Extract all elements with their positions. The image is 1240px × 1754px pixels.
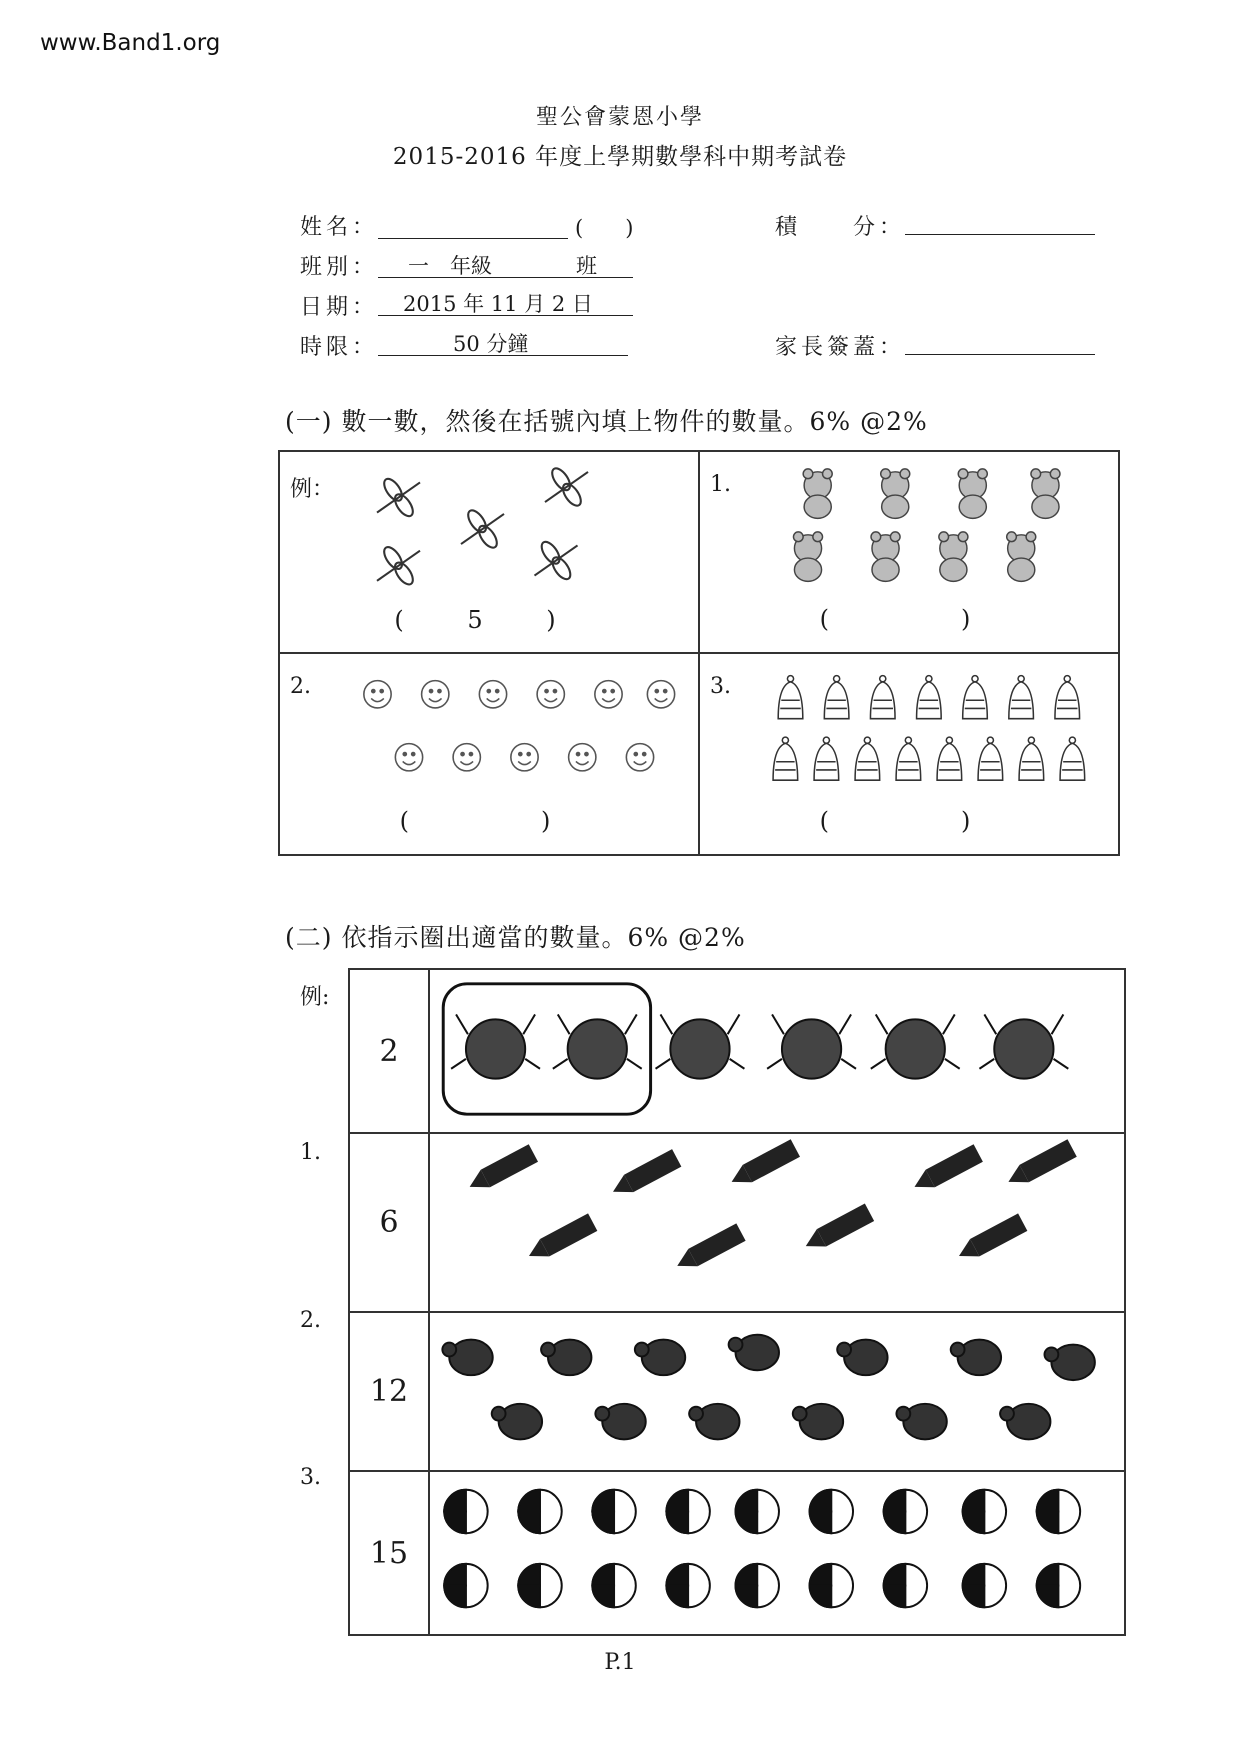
name-label: 姓名： [300,215,379,240]
page-number: P.1 [604,1650,636,1675]
row-label-example: 例: [300,985,330,1010]
watermark-text: www.Band1.org [40,30,221,56]
pencil-icon [430,1134,1124,1307]
row-label-2: 2. [300,1308,321,1333]
cell-label: 1. [710,472,731,497]
score-label: 積 分： [775,215,906,240]
circle-table [348,968,1126,1636]
answer-1[interactable]: ( ) [819,605,999,633]
class-field[interactable]: 一 年級 班 [378,250,633,278]
row-number-3: 15 [349,1471,429,1635]
time-label: 時限： [300,335,379,360]
class-label: 班別： [300,255,379,280]
cell-label: 3. [710,674,731,699]
date-field[interactable]: 2015 年 11 月 2 日 [378,288,633,316]
crab-icon [430,970,1124,1128]
ball-icon [430,1472,1124,1630]
count-cell-2 [279,653,699,855]
exam-title: 2015-2016 年度上學期數學科中期考試卷 [392,144,848,170]
crab-row[interactable] [429,969,1125,1133]
row-number-1: 6 [349,1133,429,1312]
dragonfly-icon [350,466,678,592]
ladybug-row[interactable] [429,1312,1125,1471]
time-field[interactable]: 50 分鐘 [378,328,628,356]
ball-row[interactable] [429,1471,1125,1635]
school-name: 聖公會蒙恩小學 [535,105,704,130]
parent-signature-field[interactable] [905,326,1095,355]
date-label: 日期： [300,295,379,320]
answer-3[interactable]: ( ) [819,807,999,835]
count-table [278,450,1120,856]
row-number-example: 2 [349,969,429,1133]
section-2-title: (二) 依指示圈出適當的數量。6% @2% [285,923,746,952]
count-cell-example [279,451,699,653]
parent-signature-label: 家長簽蓋： [775,335,906,360]
row-label-3: 3. [300,1465,321,1490]
pencil-row[interactable] [429,1133,1125,1312]
bell-icon [770,668,1098,794]
name-field[interactable] [378,210,568,239]
row-label-1: 1. [300,1140,321,1165]
count-cell-1 [699,451,1119,653]
section-1-title: (一) 數一數，然後在括號內填上物件的數量。6% @2% [285,407,928,436]
row-number-2: 12 [349,1312,429,1471]
bear-icon [770,466,1098,592]
answer-2[interactable]: ( ) [399,807,579,835]
count-cell-3 [699,653,1119,855]
class-number-paren: ( ) [575,216,634,240]
answer-example: ( 5 ) [394,606,584,634]
ladybug-icon [430,1313,1124,1466]
cell-label: 例： [290,477,335,502]
smiley-face-icon [350,668,678,794]
score-field[interactable] [905,206,1095,235]
cell-label: 2. [290,674,311,699]
